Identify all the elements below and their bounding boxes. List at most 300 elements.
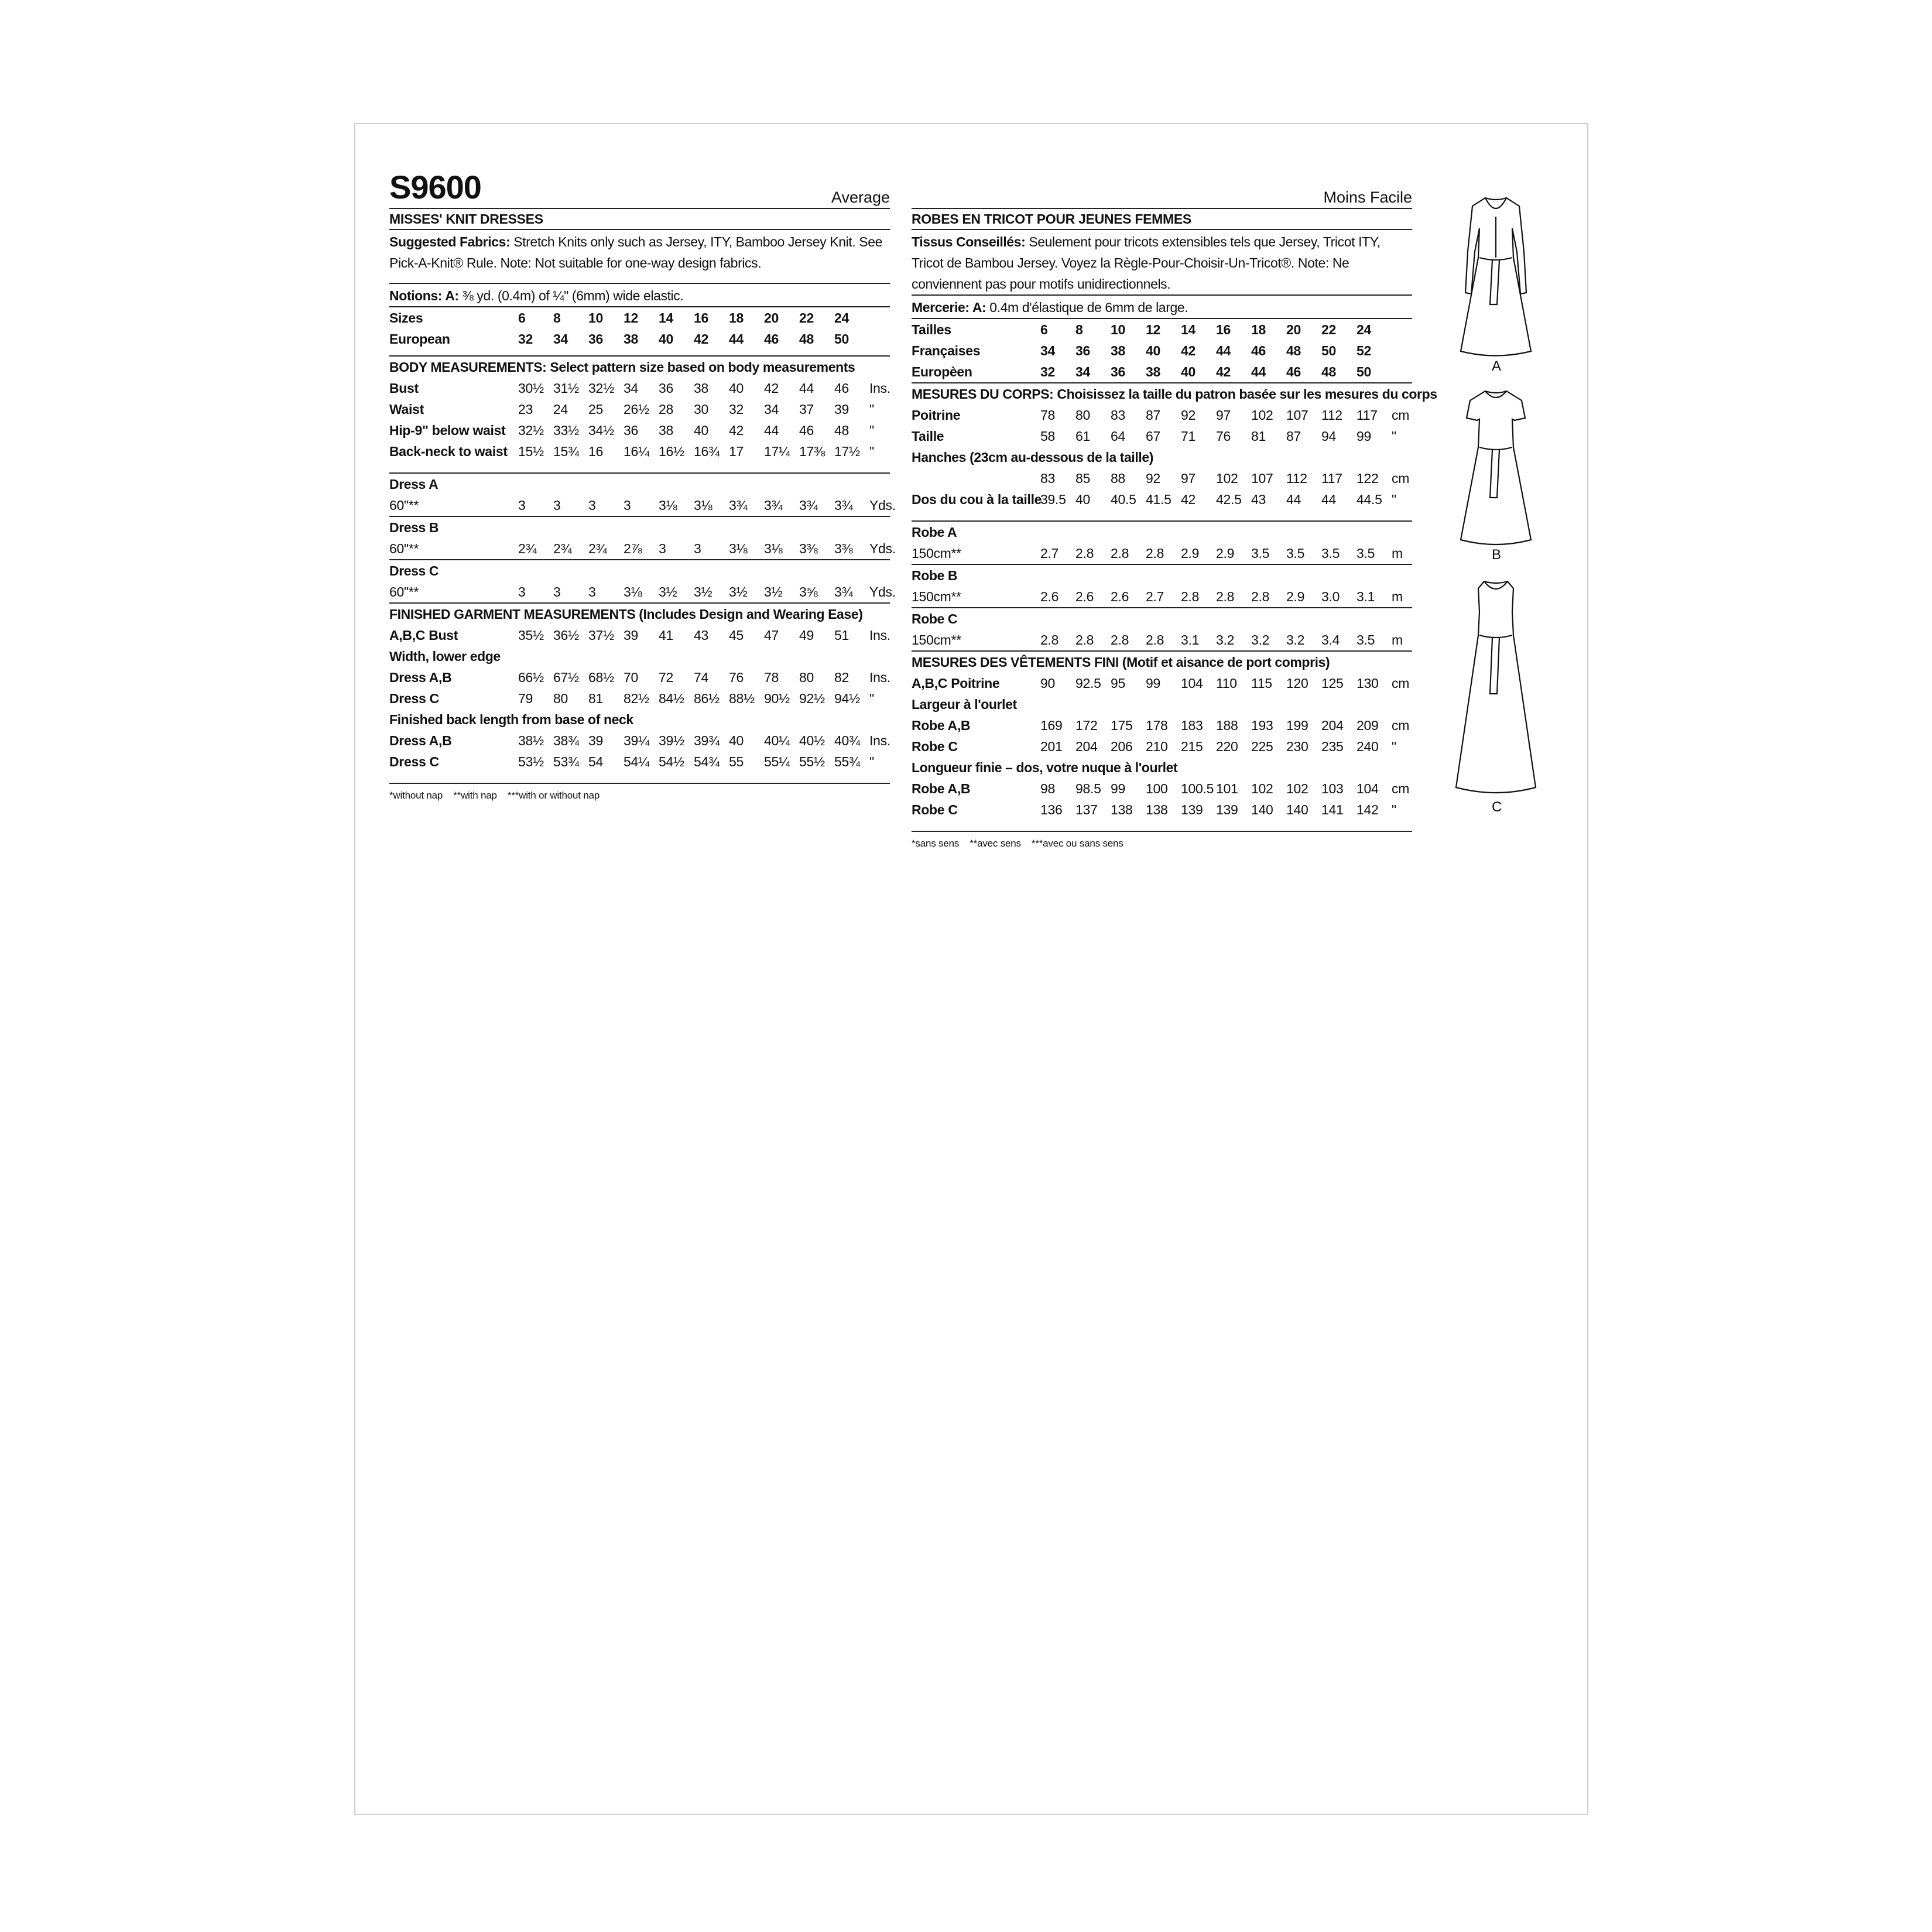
cell-value: 14: [1181, 322, 1195, 337]
figure-label-b: B: [1492, 547, 1502, 563]
cell-value: 54½: [659, 754, 684, 769]
cell-value: 110: [1216, 676, 1237, 691]
cell-value: 43: [694, 628, 708, 643]
suggested-fabrics: [389, 230, 890, 273]
cell-value: 41.5: [1146, 492, 1171, 507]
cell-value: 42.5: [1216, 492, 1242, 507]
fabrics-label: Suggested Fabrics:: [389, 234, 511, 249]
suggested-fabrics-fr: [912, 230, 1412, 294]
cell-value: 2.7: [1040, 546, 1059, 561]
cell-value: 2¾: [553, 541, 572, 556]
view-name: Dress A: [389, 477, 439, 492]
row-label: Dos du cou à la taille: [912, 492, 1042, 507]
cell-value: 81: [588, 691, 603, 706]
cell-value: 201: [1040, 739, 1063, 754]
cell-value: 2⅞: [624, 541, 642, 556]
cell-value: 92: [1181, 407, 1195, 423]
cell-value: 3⅜: [834, 541, 853, 556]
cell-value: 48: [1286, 343, 1301, 358]
cell-value: 2.8: [1040, 632, 1059, 648]
view-name: Dress B: [389, 520, 439, 535]
cell-value: 139: [1216, 802, 1238, 817]
row-label: Dress C: [389, 754, 439, 769]
cell-value: 3.0: [1321, 589, 1340, 604]
cell-value: 50: [834, 331, 849, 347]
row-label: Waist: [389, 402, 424, 417]
cell-value: 90½: [764, 691, 790, 706]
cell-value: 16: [1216, 322, 1231, 337]
cell-value: 92.5: [1075, 676, 1101, 691]
cell-value: 85: [1075, 471, 1090, 486]
cell-value: 103: [1321, 781, 1344, 796]
cell-value: 40: [729, 381, 744, 396]
cell-value: 6: [518, 310, 526, 326]
figure-label-c: C: [1492, 799, 1502, 815]
unit: Ins.: [869, 670, 890, 685]
cell-value: 220: [1216, 739, 1238, 754]
cell-value: 44: [764, 423, 779, 438]
cell-value: 240: [1356, 739, 1379, 754]
cell-value: 17⅜: [799, 444, 825, 459]
cell-value: 54¾: [694, 754, 720, 769]
width-lower-edge-header: Width, lower edge: [389, 649, 501, 664]
cell-value: 12: [1146, 322, 1160, 337]
row-label: A,B,C Poitrine: [912, 676, 1000, 691]
unit: ": [869, 444, 874, 459]
row-label: 150cm**: [912, 589, 961, 604]
cell-value: 46: [1251, 343, 1266, 358]
cell-value: 17¼: [764, 444, 790, 459]
cell-value: 36: [1075, 343, 1090, 358]
body-measurements-header: BODY MEASUREMENTS: Select pattern size based on body measurements: [389, 359, 855, 375]
cell-value: 90: [1040, 676, 1055, 691]
row-label: [912, 468, 1040, 489]
cell-value: 48: [834, 423, 849, 438]
cell-value: 34: [553, 331, 568, 347]
row-label: Robe A,B: [912, 781, 971, 796]
cell-value: 38: [1146, 364, 1160, 379]
table-row: [389, 625, 890, 646]
cell-value: 44: [1286, 492, 1301, 507]
cell-value: 2.8: [1181, 589, 1200, 604]
cell-value: 88: [1111, 471, 1125, 486]
cell-value: 49: [799, 628, 814, 643]
cell-value: 45: [729, 628, 744, 643]
cell-value: 120: [1286, 676, 1308, 691]
cell-value: 42: [1216, 364, 1231, 379]
cell-value: 16¼: [624, 444, 649, 459]
row-label: Bust: [389, 381, 419, 396]
cell-value: 44: [1216, 343, 1231, 358]
cell-value: 2.8: [1251, 589, 1270, 604]
cell-value: 3.5: [1356, 546, 1375, 561]
cell-value: 98: [1040, 781, 1055, 796]
unit: ": [869, 423, 874, 438]
table-row: [912, 543, 1412, 564]
cell-value: 138: [1111, 802, 1133, 817]
cell-value: 3.2: [1251, 632, 1270, 648]
cell-value: 225: [1251, 739, 1273, 754]
cell-value: 67½: [553, 670, 579, 685]
cell-value: 230: [1286, 739, 1308, 754]
cell-value: 125: [1321, 676, 1344, 691]
cell-value: 31½: [553, 381, 579, 396]
cell-value: 92½: [799, 691, 825, 706]
cell-value: 86½: [694, 691, 720, 706]
row-label: Poitrine: [912, 407, 961, 423]
cell-value: 3¾: [729, 498, 748, 513]
cell-value: 37: [799, 402, 814, 417]
cell-value: 81: [1251, 429, 1266, 444]
cell-value: 3: [694, 541, 701, 556]
cell-value: 46: [764, 331, 779, 347]
cell-value: 39½: [659, 733, 684, 748]
cell-value: 42: [1181, 492, 1195, 507]
cell-value: 2.6: [1111, 589, 1129, 604]
cell-value: 188: [1216, 718, 1238, 733]
cell-value: 32: [518, 331, 533, 347]
cell-value: 215: [1181, 739, 1203, 754]
cell-value: 40: [1146, 343, 1160, 358]
cell-value: 84½: [659, 691, 684, 706]
cell-value: 24: [553, 402, 568, 417]
cell-value: 139: [1181, 802, 1203, 817]
unit: ": [1392, 429, 1396, 444]
unit: Yds.: [869, 541, 896, 556]
cell-value: 88½: [729, 691, 755, 706]
unit: Yds.: [869, 584, 896, 600]
cell-value: 38½: [518, 733, 544, 748]
cell-value: 40: [729, 733, 744, 748]
cell-value: 112: [1321, 407, 1342, 423]
cell-value: 34: [624, 381, 638, 396]
cell-value: 47: [764, 628, 779, 643]
cell-value: 2.9: [1286, 589, 1305, 604]
cell-value: 39: [588, 733, 603, 748]
body-measurements-table: [389, 378, 890, 462]
cell-value: 16½: [659, 444, 684, 459]
cell-value: 18: [729, 310, 744, 326]
dress-b-illustration: [1449, 386, 1543, 550]
cell-value: 2.6: [1040, 589, 1059, 604]
unit: ": [869, 754, 874, 769]
cell-value: 100.5: [1181, 781, 1214, 796]
unit: ": [1392, 802, 1396, 817]
cell-value: 17½: [834, 444, 860, 459]
pattern-title: MISSES' KNIT DRESSES: [389, 209, 890, 230]
row-label: 150cm**: [912, 632, 961, 648]
pattern-title-fr: ROBES EN TRICOT POUR JEUNES FEMMES: [912, 209, 1412, 230]
cell-value: 3: [588, 584, 596, 600]
cell-value: 44: [1251, 364, 1266, 379]
row-label: Robe A,B: [912, 718, 971, 733]
cell-value: 3.2: [1286, 632, 1305, 648]
cell-value: 2.9: [1216, 546, 1235, 561]
view-name: Robe B: [912, 568, 958, 583]
cell-value: 39: [624, 628, 638, 643]
notions-fr: [912, 296, 1412, 318]
cell-value: 15¾: [553, 444, 579, 459]
cell-value: 2.6: [1075, 589, 1094, 604]
row-label: Dress A,B: [389, 670, 452, 685]
cell-value: 8: [553, 310, 561, 326]
cell-value: 3¾: [764, 498, 783, 513]
cell-value: 142: [1356, 802, 1379, 817]
row-label: 60"**: [389, 498, 419, 513]
unit: cm: [1392, 676, 1410, 691]
row-label: Hip-9" below waist: [389, 423, 506, 438]
table-row: [389, 378, 890, 399]
cell-value: 33½: [553, 423, 579, 438]
cell-value: 38: [694, 381, 708, 396]
cell-value: 46: [799, 423, 814, 438]
cell-value: 107: [1286, 407, 1308, 423]
header-fr: [912, 173, 1412, 209]
cell-value: 3.5: [1251, 546, 1270, 561]
cell-value: 16: [588, 444, 603, 459]
table-row: [912, 799, 1412, 820]
cell-value: 3¾: [834, 498, 853, 513]
unit: cm: [1392, 407, 1410, 423]
cell-value: 3½: [729, 584, 748, 600]
cell-value: 3.1: [1181, 632, 1200, 648]
cell-value: 206: [1111, 739, 1133, 754]
cell-value: 17: [729, 444, 744, 459]
table-row: [912, 673, 1412, 694]
unit: Yds.: [869, 498, 896, 513]
cell-value: 204: [1075, 739, 1098, 754]
table-row: [389, 751, 890, 772]
cell-value: 79: [518, 691, 533, 706]
cell-value: 42: [764, 381, 779, 396]
cell-value: 3.5: [1356, 632, 1375, 648]
cell-value: 210: [1146, 739, 1168, 754]
cell-value: 87: [1146, 407, 1160, 423]
table-row: [389, 730, 890, 751]
cell-value: 44: [799, 381, 814, 396]
cell-value: 48: [799, 331, 814, 347]
row-label: Dress A,B: [389, 733, 452, 748]
cell-value: 40¼: [764, 733, 790, 748]
cell-value: 183: [1181, 718, 1203, 733]
cell-value: 122: [1356, 471, 1379, 486]
cell-value: 6: [1040, 322, 1048, 337]
cell-value: 2.8: [1146, 632, 1164, 648]
cell-value: 37½: [588, 628, 614, 643]
cell-value: 3¾: [834, 584, 853, 600]
cell-value: 140: [1251, 802, 1273, 817]
table-row: [912, 629, 1412, 650]
cell-value: 38: [624, 331, 638, 347]
cell-value: 55½: [799, 754, 825, 769]
table-row: [912, 778, 1412, 799]
cell-value: 100: [1146, 781, 1168, 796]
cell-value: 137: [1075, 802, 1098, 817]
notions-label-fr: Mercerie: A:: [912, 300, 986, 315]
cell-value: 66½: [518, 670, 544, 685]
cell-value: 12: [624, 310, 638, 326]
cell-value: 40: [694, 423, 708, 438]
tailles-row: [912, 319, 1412, 340]
longueur-header: Longueur finie – dos, votre nuque à l'ourlet: [912, 760, 1178, 775]
cell-value: 22: [799, 310, 814, 326]
cell-value: 55¼: [764, 754, 790, 769]
dress-a-illustration: [1449, 193, 1543, 363]
cell-value: 130: [1356, 676, 1379, 691]
notions-text-fr: 0.4m d'élastique de 6mm de large.: [986, 300, 1188, 315]
cell-value: 97: [1181, 471, 1195, 486]
cell-value: 3.2: [1216, 632, 1235, 648]
cell-value: 2.8: [1075, 546, 1094, 561]
cell-value: 8: [1075, 322, 1083, 337]
footnote-fr: *sans sens **avec sens ***avec ou sans sens: [912, 838, 1123, 849]
cell-value: 3: [518, 498, 526, 513]
footnote: *without nap **with nap ***with or without nap: [389, 790, 600, 801]
cell-value: 3¾: [799, 498, 818, 513]
cell-value: 39.5: [1040, 492, 1066, 507]
row-label: 150cm**: [912, 546, 961, 561]
cell-value: 39¼: [624, 733, 649, 748]
table-row: [389, 667, 890, 688]
cell-value: 175: [1111, 718, 1133, 733]
cell-value: 39¾: [694, 733, 720, 748]
cell-value: 51: [834, 628, 849, 643]
cell-value: 3½: [659, 584, 677, 600]
cell-value: 55: [729, 754, 744, 769]
header-en: [389, 169, 890, 209]
cell-value: 83: [1040, 471, 1055, 486]
cell-value: 35½: [518, 628, 544, 643]
cell-value: 136: [1040, 802, 1063, 817]
cell-value: 2¾: [588, 541, 607, 556]
table-row: [912, 426, 1412, 447]
table-row: [389, 495, 896, 516]
unit: m: [1392, 546, 1403, 561]
francaises-row: [912, 340, 1412, 361]
cell-value: 3⅛: [764, 541, 783, 556]
cell-value: 112: [1286, 471, 1307, 486]
cell-value: 3: [518, 584, 526, 600]
cell-value: 22: [1321, 322, 1336, 337]
fabrics-text-fr: Seulement pour tricots extensibles tels que Jersey, Tricot ITY, Tricot de Bambou Jersey. Voyez la Règle-Pour-Choisir-Un-Tricot®. Note: Ne conviennent pas pour motifs unidirectionnels.: [912, 234, 1381, 292]
cell-value: 32: [729, 402, 744, 417]
yardage-table-fr: [912, 522, 1412, 652]
row-label: Back-neck to waist: [389, 444, 508, 459]
cell-value: 3⅛: [624, 584, 642, 600]
cell-value: 2.8: [1146, 546, 1164, 561]
table-row: [389, 441, 890, 462]
cell-value: 172: [1075, 718, 1098, 733]
cell-value: 40: [1181, 364, 1195, 379]
cell-value: 102: [1251, 407, 1273, 423]
cell-value: 115: [1251, 676, 1272, 691]
cell-value: 30½: [518, 381, 544, 396]
cell-value: 99: [1146, 676, 1160, 691]
cell-value: 3.5: [1286, 546, 1305, 561]
unit: cm: [1392, 781, 1410, 796]
cell-value: 80: [799, 670, 814, 685]
cell-value: 82½: [624, 691, 649, 706]
cell-value: 2.8: [1216, 589, 1235, 604]
cell-value: 235: [1321, 739, 1344, 754]
cell-value: 46: [834, 381, 849, 396]
table-row: [389, 399, 890, 420]
cell-value: 14: [659, 310, 673, 326]
cell-value: 68½: [588, 670, 614, 685]
cell-value: 80: [553, 691, 568, 706]
cell-value: 3.1: [1356, 589, 1375, 604]
cell-value: 102: [1286, 781, 1308, 796]
cell-value: 36: [659, 381, 673, 396]
table-row: [389, 538, 896, 559]
cell-value: 34½: [588, 423, 614, 438]
cell-value: 26½: [624, 402, 649, 417]
cell-value: 95: [1111, 676, 1125, 691]
unit: Ins.: [869, 733, 890, 748]
cell-value: 104: [1181, 676, 1203, 691]
cell-value: 117: [1356, 407, 1378, 423]
cell-value: 32½: [588, 381, 614, 396]
cell-value: 70: [624, 670, 638, 685]
english-column: [389, 169, 896, 804]
row-label: European: [389, 331, 450, 347]
row-label: Europèen: [912, 364, 972, 379]
figure-label-a: A: [1492, 358, 1502, 374]
cell-value: 50: [1356, 364, 1371, 379]
cell-value: 40: [659, 331, 673, 347]
cell-value: 58: [1040, 429, 1055, 444]
cell-value: 3⅝: [799, 584, 818, 600]
cell-value: 3⅛: [694, 498, 712, 513]
finished-measurements-header-fr: MESURES DES VÊTEMENTS FINI (Motif et aisance de port compris): [912, 655, 1330, 670]
cell-value: 48: [1321, 364, 1336, 379]
row-label: Tailles: [912, 322, 951, 337]
table-row: [912, 405, 1412, 426]
row-label: 60"**: [389, 541, 419, 556]
row-label: Sizes: [389, 310, 423, 326]
cell-value: 39: [834, 402, 849, 417]
cell-value: 2.7: [1146, 589, 1164, 604]
european-row: [389, 328, 890, 350]
fabrics-text: Stretch Knits only such as Jersey, ITY, Bamboo Jersey Knit. See Pick-A-Knit® Rule. Note: Not suitable for one-way design fabrics.: [389, 234, 882, 270]
cell-value: 42: [729, 423, 744, 438]
french-column: [912, 173, 1437, 852]
cell-value: 67: [1146, 429, 1160, 444]
cell-value: 52: [1356, 343, 1371, 358]
cell-value: 23: [518, 402, 533, 417]
notions-label: Notions: A:: [389, 288, 459, 303]
unit: Ins.: [869, 628, 890, 643]
cell-value: 74: [694, 670, 708, 685]
pattern-number: S9600: [389, 169, 481, 205]
cell-value: 3⅜: [799, 541, 818, 556]
cell-value: 50: [1321, 343, 1336, 358]
cell-value: 24: [1356, 322, 1371, 337]
cell-value: 107: [1251, 471, 1273, 486]
row-label: Robe C: [912, 739, 958, 754]
cell-value: 3: [553, 498, 561, 513]
cell-value: 20: [1286, 322, 1301, 337]
cell-value: 42: [694, 331, 708, 347]
row-label: Françaises: [912, 343, 981, 358]
cell-value: 2.8: [1111, 632, 1129, 648]
unit: m: [1392, 632, 1403, 648]
unit: ": [869, 691, 874, 706]
cell-value: 2.8: [1111, 546, 1129, 561]
cell-value: 15½: [518, 444, 544, 459]
cell-value: 44: [729, 331, 744, 347]
cell-value: 2.8: [1075, 632, 1094, 648]
